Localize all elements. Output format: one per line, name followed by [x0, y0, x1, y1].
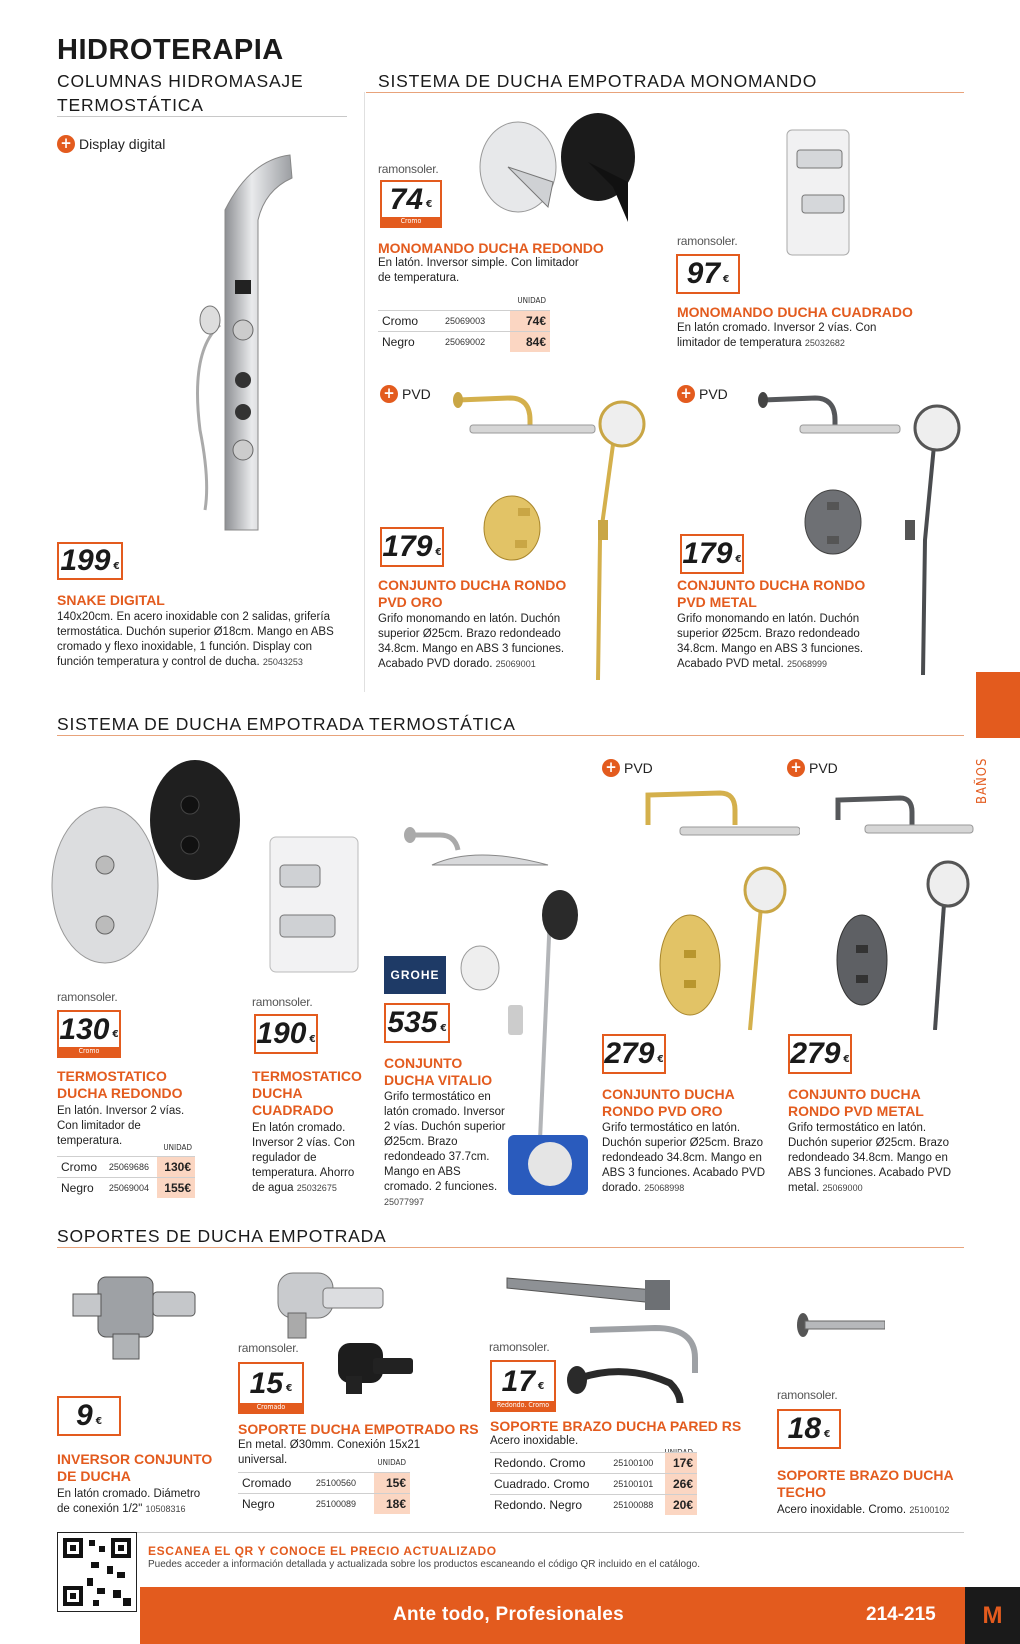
- price-value: 97: [686, 257, 721, 290]
- faucet-square-image: [782, 125, 857, 260]
- currency: €: [113, 560, 120, 572]
- variant-name: Redondo. Negro: [490, 1495, 609, 1516]
- table-row: [57, 1157, 195, 1178]
- table-row: [378, 332, 550, 353]
- variant-code: 25069003: [441, 311, 510, 332]
- product-description: [677, 612, 867, 672]
- product-description: [384, 1090, 509, 1210]
- description-text: Grifo termostático en latón cromado. Inversor 2 vías. Duchón superior Ø25cm. Brazo redondeado 37.7cm. Mango en ABS cromado. 2 funciones.: [384, 1091, 506, 1193]
- product-description: [57, 1487, 207, 1517]
- product-title: [378, 577, 566, 611]
- description-text: Grifo termostático en latón. Duchón superior Ø25cm. Brazo redondeado 34.8cm. Mango en ABS 3 funciones. Acabado PVD dorado.: [602, 1122, 766, 1194]
- product-title: [788, 1086, 924, 1120]
- side-tab: [976, 672, 1020, 738]
- product-description: En latón. Inversor 2 vías. Con limitador de temperatura.: [57, 1105, 185, 1147]
- section-title-soportes: SOPORTES DE DUCHA EMPOTRADA: [57, 1226, 387, 1246]
- title-line: PVD METAL: [677, 594, 757, 610]
- product-title: MONOMANDO DUCHA CUADRADO: [677, 304, 913, 320]
- product-code: 25069000: [822, 1183, 863, 1193]
- variant-price: 155€: [157, 1178, 195, 1199]
- description-text: Acero inoxidable. Cromo.: [777, 1504, 907, 1516]
- brand-logo: ramonsoler.: [677, 234, 738, 248]
- title-line: SOPORTE BRAZO DUCHA: [777, 1467, 954, 1483]
- variant-code: 25069002: [441, 332, 510, 353]
- description-text: Grifo monomando en latón. Duchón superior Ø25cm. Brazo redondeado 34.8cm. Mango en ABS 3 funciones. Acabado PVD metal.: [677, 613, 864, 670]
- title-line: TERMOSTATICO: [252, 1068, 362, 1084]
- subtitle-line-1: COLUMNAS HIDROMASAJE: [57, 71, 304, 91]
- section-title-termostatica: SISTEMA DE DUCHA EMPOTRADA TERMOSTÁTICA: [57, 714, 516, 734]
- title-line: RONDO PVD ORO: [602, 1103, 723, 1119]
- brand-logo: ramonsoler.: [378, 162, 439, 176]
- pvd-badge: [787, 757, 838, 777]
- ceiling-arm-image: [795, 1305, 885, 1345]
- brand-logo: ramonsoler.: [489, 1340, 550, 1354]
- product-title: [57, 1068, 182, 1102]
- price-value: 179: [682, 537, 733, 570]
- description-text: En latón cromado. Inversor 2 vías. Con limitador de temperatura: [677, 322, 877, 349]
- title-line: CONJUNTO DUCHA: [602, 1086, 735, 1102]
- product-title: [384, 1055, 492, 1089]
- product-description: En metal. Ø30mm. Conexión 15x21 universal.: [238, 1439, 421, 1466]
- currency: €: [723, 273, 730, 285]
- subtitle-line-2: TERMOSTÁTICA: [57, 95, 204, 115]
- variant-price: 20€: [665, 1495, 697, 1516]
- price-tag: [380, 527, 444, 567]
- price-tag: [676, 254, 740, 294]
- variant-price: 15€: [374, 1473, 410, 1494]
- product-title: [677, 577, 865, 611]
- title-line: CONJUNTO DUCHA RONDO: [677, 577, 866, 593]
- brand-logo: ramonsoler.: [777, 1388, 838, 1402]
- price-tag: [57, 1010, 121, 1058]
- title-line: CONJUNTO: [384, 1055, 463, 1071]
- qr-title: ESCANEA EL QR Y CONOCE EL PRECIO ACTUALIZADO: [148, 1544, 497, 1558]
- product-description: [57, 610, 342, 670]
- variant-table: [490, 1452, 697, 1515]
- qr-code[interactable]: [57, 1532, 137, 1612]
- price-tag: [380, 180, 442, 228]
- currency: €: [309, 1033, 316, 1045]
- variant-price: 17€: [665, 1453, 697, 1474]
- product-title: [602, 1086, 735, 1120]
- title-line: PVD ORO: [378, 594, 443, 610]
- finish-label: Cromo: [382, 217, 440, 226]
- product-description: En latón. Inversor simple. Con limitador de temperatura.: [378, 257, 579, 284]
- variant-code: 25069686: [105, 1157, 157, 1178]
- divider: [57, 735, 964, 736]
- faucet-round-image: [478, 112, 648, 232]
- title-line: DUCHA: [252, 1085, 303, 1101]
- title-line: RONDO PVD METAL: [788, 1103, 924, 1119]
- product-code: 25069001: [495, 659, 536, 669]
- price-value: 17: [501, 1364, 536, 1398]
- product-code: 25032675: [296, 1183, 337, 1193]
- variant-name: Cromo: [378, 311, 441, 332]
- divider: [57, 116, 347, 117]
- badge-label: PVD: [809, 759, 838, 776]
- price-tag: [57, 542, 123, 580]
- thermostatic-set-gold-image: [640, 785, 800, 1035]
- currency: €: [435, 546, 442, 558]
- side-tab-label: BAÑOS: [975, 757, 990, 804]
- price-value: 279: [604, 1037, 655, 1070]
- brand-logo-m: M: [965, 1587, 1020, 1644]
- variant-name: Negro: [57, 1178, 105, 1199]
- currency: €: [286, 1383, 293, 1394]
- table-row: [378, 311, 550, 332]
- price-tag: [254, 1014, 318, 1054]
- product-title: SNAKE DIGITAL: [57, 592, 165, 608]
- variant-name: Negro: [378, 332, 441, 353]
- footer-slogan: Ante todo, Profesionales: [393, 1604, 625, 1625]
- feature-badge: [57, 133, 165, 153]
- product-code: 25077997: [384, 1197, 425, 1207]
- variant-name: Cromado: [238, 1473, 312, 1494]
- price-value: 279: [790, 1037, 841, 1070]
- product-title: MONOMANDO DUCHA REDONDO: [378, 240, 604, 256]
- product-title: [777, 1467, 954, 1501]
- product-description: Acero inoxidable.: [490, 1435, 579, 1447]
- variant-price: 26€: [665, 1474, 697, 1495]
- product-description: [378, 612, 568, 672]
- title-line: TERMOSTATICO: [57, 1068, 167, 1084]
- title-line: CONJUNTO DUCHA RONDO: [378, 577, 567, 593]
- product-title: [252, 1068, 362, 1119]
- price-value: 190: [256, 1017, 307, 1050]
- badge-label: PVD: [402, 385, 431, 402]
- price-value: 179: [382, 530, 433, 563]
- column-divider: [364, 92, 365, 692]
- description-text: En latón cromado. Inversor 2 vías. Con regulador de temperatura. Ahorro de agua: [252, 1122, 355, 1194]
- title-line: CONJUNTO DUCHA: [788, 1086, 921, 1102]
- table-row: [57, 1178, 195, 1199]
- price-tag: [384, 1003, 450, 1043]
- product-code: 25043253: [262, 657, 303, 667]
- currency: €: [538, 1381, 545, 1392]
- product-description: [252, 1121, 362, 1196]
- thermostatic-round-image: [50, 755, 240, 975]
- currency: €: [112, 1029, 119, 1040]
- price-tag: [57, 1396, 121, 1436]
- badge-label: PVD: [699, 385, 728, 402]
- product-description: [677, 321, 917, 351]
- variant-code: 25100100: [609, 1453, 664, 1474]
- price-value: 535: [387, 1006, 438, 1039]
- variant-price: 18€: [374, 1494, 410, 1515]
- currency: €: [426, 199, 433, 210]
- divider: [366, 92, 964, 93]
- title-line: CUADRADO: [252, 1102, 334, 1118]
- title-line: DUCHA REDONDO: [57, 1085, 183, 1101]
- price-tag: [490, 1360, 556, 1412]
- variant-price: 74€: [510, 311, 550, 332]
- table-row: [490, 1495, 697, 1516]
- variant-code: 25100088: [609, 1495, 664, 1516]
- inversor-image: [68, 1262, 203, 1362]
- grohe-logo: GROHE: [384, 956, 446, 994]
- brand-logo: ramonsoler.: [252, 995, 313, 1009]
- plus-icon: +: [602, 759, 620, 777]
- variant-name: Cromo: [57, 1157, 105, 1178]
- product-description: [602, 1121, 767, 1196]
- brand-logo: ramonsoler.: [57, 990, 118, 1004]
- product-description: [777, 1503, 977, 1518]
- price-value: 9: [76, 1399, 93, 1432]
- description-text: 140x20cm. En acero inoxidable con 2 salidas, grifería termostática. Duchón superior Ø18cm. Mango en ABS cromado y flexo inoxidable, 1 función. Display con función temperatura y control de ducha.: [57, 611, 334, 668]
- currency: €: [843, 1053, 850, 1065]
- price-tag: [602, 1034, 666, 1074]
- finish-label: Cromado: [240, 1403, 302, 1412]
- plus-icon: +: [787, 759, 805, 777]
- variant-code: 25069004: [105, 1178, 157, 1199]
- table-row: [490, 1474, 697, 1495]
- price-tag: [777, 1409, 841, 1449]
- description-text: En latón cromado. Diámetro de conexión 1/2": [57, 1488, 201, 1515]
- plus-icon: +: [57, 135, 75, 153]
- plus-icon: +: [380, 385, 398, 403]
- product-description: [788, 1121, 953, 1196]
- page-numbers: 214-215: [866, 1604, 936, 1625]
- currency: €: [824, 1428, 831, 1440]
- finish-label: Cromo: [59, 1047, 119, 1056]
- table-row: [490, 1453, 697, 1474]
- title-line: DE DUCHA: [57, 1468, 131, 1484]
- brand-logo: ramonsoler.: [238, 1341, 299, 1355]
- product-code: 25100102: [909, 1505, 950, 1515]
- shower-column-image: [180, 150, 310, 540]
- product-code: 25032682: [804, 338, 845, 348]
- title-line: DUCHA VITALIO: [384, 1072, 493, 1088]
- pvd-badge: [677, 383, 728, 403]
- price-tag: [238, 1362, 304, 1414]
- finish-label: Redondo. Cromo: [492, 1401, 554, 1410]
- divider: [57, 1532, 964, 1533]
- variant-code: 25100101: [609, 1474, 664, 1495]
- currency: €: [657, 1053, 664, 1065]
- variant-name: Redondo. Cromo: [490, 1453, 609, 1474]
- section-title-monomando: SISTEMA DE DUCHA EMPOTRADA MONOMANDO: [378, 71, 818, 91]
- variant-price: 130€: [157, 1157, 195, 1178]
- thermostatic-square-image: [268, 835, 363, 975]
- qr-description: Puedes acceder a información detallada y actualizada sobre los productos escaneando el código QR incluido en el catálogo.: [148, 1559, 701, 1570]
- table-row: [238, 1473, 410, 1494]
- price-value: 199: [60, 544, 111, 577]
- feature-label: Display digital: [79, 135, 166, 152]
- page-title: HIDROTERAPIA: [57, 34, 284, 66]
- price-value: 74: [389, 182, 424, 216]
- variant-code: 25100089: [312, 1494, 374, 1515]
- variant-name: Cuadrado. Cromo: [490, 1474, 609, 1495]
- pvd-badge: [602, 757, 653, 777]
- variant-table: [57, 1156, 195, 1198]
- variant-price: 84€: [510, 332, 550, 353]
- divider: [57, 1247, 964, 1248]
- currency: €: [735, 553, 742, 565]
- description-text: Grifo monomando en latón. Duchón superior Ø25cm. Brazo redondeado 34.8cm. Mango en ABS 3 funciones. Acabado PVD dorado.: [378, 613, 565, 670]
- currency: €: [95, 1415, 102, 1427]
- title-line: TECHO: [777, 1484, 826, 1500]
- product-title: SOPORTE BRAZO DUCHA PARED RS: [490, 1418, 742, 1434]
- currency: €: [440, 1022, 447, 1034]
- price-value: 130: [59, 1012, 110, 1046]
- thermostatic-set-metal-image: [830, 790, 980, 1030]
- unit-label: UNIDAD: [163, 1143, 192, 1152]
- product-code: 25068999: [786, 659, 828, 669]
- variant-code: 25100560: [312, 1473, 374, 1494]
- description-text: Grifo termostático en latón. Duchón superior Ø25cm. Brazo redondeado 34.8cm. Mango en ABS 3 funciones. Acabado PVD metal.: [788, 1122, 952, 1194]
- product-title: SOPORTE DUCHA EMPOTRADO RS: [238, 1421, 479, 1437]
- badge-label: PVD: [624, 759, 653, 776]
- product-code: 25068998: [644, 1183, 685, 1193]
- price-value: 18: [787, 1412, 822, 1445]
- title-line: INVERSOR CONJUNTO: [57, 1451, 213, 1467]
- unit-label: UNIDAD: [377, 1458, 406, 1467]
- price-tag: [788, 1034, 852, 1074]
- product-title: [57, 1451, 212, 1485]
- plus-icon: +: [677, 385, 695, 403]
- product-code: 10508316: [145, 1504, 186, 1514]
- variant-table: [238, 1472, 410, 1514]
- price-value: 15: [249, 1366, 284, 1400]
- variant-name: Negro: [238, 1494, 312, 1515]
- unit-label: UNIDAD: [517, 296, 546, 305]
- variant-table: [378, 310, 550, 352]
- table-row: [238, 1494, 410, 1515]
- pvd-badge: [380, 383, 431, 403]
- price-tag: [680, 534, 744, 574]
